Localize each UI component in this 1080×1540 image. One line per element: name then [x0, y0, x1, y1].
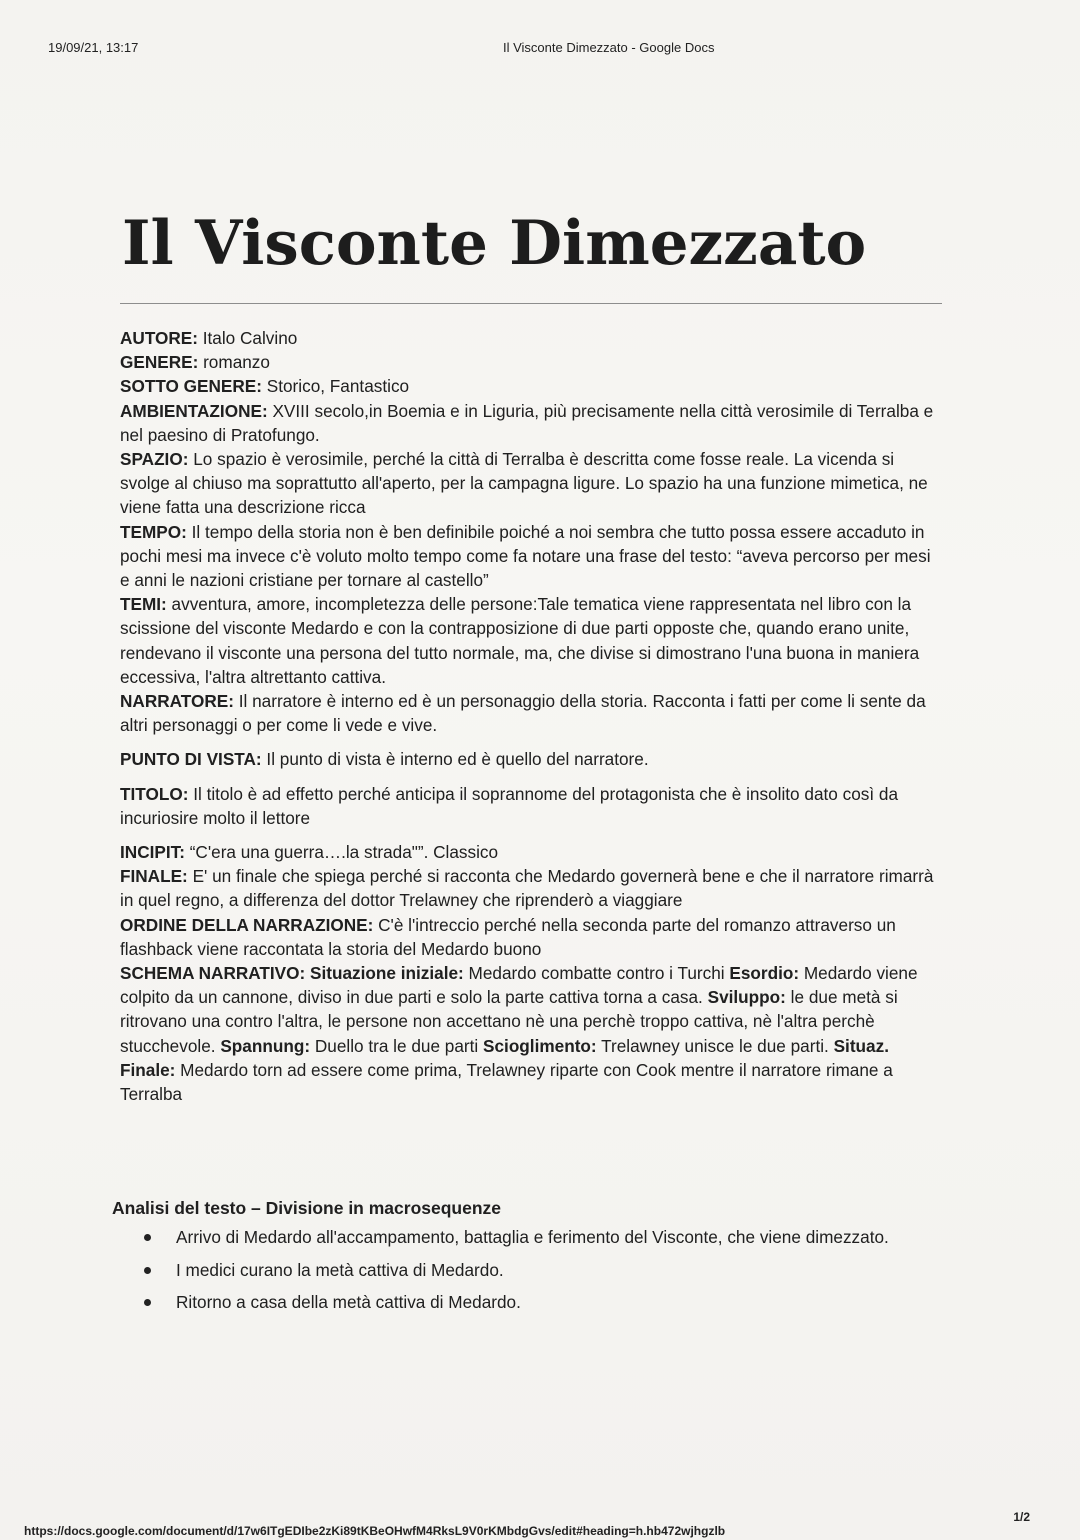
field-value: XVIII secolo,in Boemia e in Liguria, più precisamente nella città verosimile di Terralba e nel paesino di Pratofungo.	[120, 400, 934, 445]
field-ordine-narrazione	[120, 913, 940, 961]
bullet-icon	[144, 1299, 151, 1306]
field-label: NARRATORE:	[120, 691, 234, 712]
field-value: Il punto di vista è interno ed è quello del narratore.	[261, 749, 649, 770]
field-spazio	[120, 447, 940, 520]
print-url: https://docs.google.com/document/d/17w6ITgEDIbe2zKi89tKBeOHwfM4RksL9V0rKMbdgGvs/edit#heading=h.hb472wjhgzlb	[24, 1524, 726, 1538]
field-value: Lo spazio è verosimile, perché la città di Terralba è descritta come fosse reale. La vicenda si svolge al chiuso ma soprattutto all'aperto, per la campagna ligure. Lo spazio ha una funzione mimetica, ne viene fatta una descrizione ricca	[120, 449, 928, 518]
schema-spannung-text: Duello tra le due parti	[310, 1035, 484, 1056]
field-label: SCHEMA NARRATIVO:	[120, 963, 306, 984]
analysis-section	[112, 1198, 932, 1323]
field-tempo	[120, 520, 940, 593]
field-narratore	[120, 689, 940, 737]
field-ambientazione	[120, 399, 940, 447]
list-item-text: I medici curano la metà cattiva di Medardo.	[176, 1259, 504, 1280]
schema-spannung-label: Spannung:	[220, 1035, 311, 1056]
print-doc-title: Il Visconte Dimezzato - Google Docs	[503, 40, 715, 55]
field-label: INCIPIT:	[120, 842, 185, 863]
analysis-heading: Analisi del testo – Divisione in macrosequenze	[112, 1198, 502, 1218]
list-item-text: Ritorno a casa della metà cattiva di Medardo.	[176, 1292, 521, 1312]
schema-situazione-iniziale-text: Medardo combatte contro i Turchi	[463, 963, 730, 984]
field-value: Italo Calvino	[197, 328, 298, 348]
document-fields	[120, 326, 940, 1106]
field-label: SOTTO GENERE:	[120, 376, 262, 397]
field-label: GENERE:	[120, 352, 199, 373]
list-item	[112, 1225, 932, 1250]
field-autore	[120, 326, 940, 350]
schema-esordio-label: Esordio:	[729, 963, 800, 984]
field-punto-di-vista	[120, 747, 940, 771]
schema-finale-text: Medardo torn ad essere come prima, Trelawney riparte con Cook mentre il narratore rimane a Terralba	[120, 1059, 893, 1105]
field-value: C'è l'intreccio perché nella seconda parte del romanzo attraverso un flashback viene raccontata la storia del Medardo buono	[120, 914, 896, 959]
field-temi	[120, 592, 940, 689]
schema-scioglimento-text: Trelawney unisce le due parti.	[596, 1035, 834, 1056]
field-schema-narrativo	[120, 961, 940, 1106]
print-footer	[24, 1510, 1030, 1538]
list-item	[112, 1258, 932, 1283]
schema-esordio-text: Medardo viene colpito da un cannone, diviso in due parti e solo la parte cattiva torna a casa.	[120, 963, 918, 1008]
field-label: AMBIENTAZIONE:	[120, 400, 268, 421]
field-label: FINALE:	[120, 866, 188, 887]
analysis-list	[112, 1225, 932, 1315]
field-label: ORDINE DELLA NARRAZIONE:	[120, 914, 374, 935]
field-sotto-genere	[120, 374, 940, 398]
field-label: TEMI:	[120, 594, 167, 615]
field-value: Il narratore è interno ed è un personaggio della storia. Racconta i fatti per come li sente da altri personaggi o per come li vede e vive.	[120, 691, 926, 736]
bullet-icon	[144, 1234, 151, 1241]
field-titolo	[120, 782, 940, 830]
list-item-text: Arrivo di Medardo all'accampamento, battaglia e ferimento del Visconte, che viene dimezzato.	[176, 1227, 889, 1247]
schema-sviluppo-text: le due metà si ritrovano una contro l'altra, le persone non accettano nè una perchè troppo cattiva, nè l'altra perchè stucchevole.	[120, 987, 898, 1056]
field-label: PUNTO DI VISTA:	[120, 749, 262, 770]
field-finale	[120, 864, 940, 912]
field-incipit	[120, 840, 940, 864]
schema-sviluppo-label: Sviluppo:	[707, 987, 786, 1008]
field-value: “C'era una guerra….la strada"”. Classico	[184, 842, 499, 863]
field-label: AUTORE:	[120, 328, 198, 348]
title-divider	[120, 303, 942, 304]
print-date: 19/09/21, 13:17	[48, 40, 139, 55]
field-label: SPAZIO:	[120, 449, 189, 470]
field-value: E' un finale che spiega perché si racconta che Medardo governerà bene e che il narratore rimarrà in quel regno, a differenza del dottor Trelawney che riprenderò a viaggiare	[120, 866, 934, 911]
schema-situazione-iniziale-label: Situazione iniziale:	[310, 963, 464, 984]
field-value: Storico, Fantastico	[261, 376, 410, 397]
field-value: Il titolo è ad effetto perché anticipa il soprannome del protagonista che è insolito dato così da incuriosire molto il lettore	[120, 783, 899, 828]
page-number: 1/2	[1013, 1510, 1030, 1524]
schema-scioglimento-label: Scioglimento:	[483, 1035, 597, 1056]
field-value: avventura, amore, incompletezza delle persone:Tale tematica viene rappresentata nel libro con la scissione del visconte Medardo e con la contrapposizione di due parti opposte che, quando erano unite, rendevano il visconte una persona del tutto normale, ma, che divise si dimostrano l'una buona in maniera eccessiva, l'altra altrettanto cattiva.	[120, 594, 920, 687]
document-title: Il Visconte Dimezzato	[122, 208, 867, 279]
list-item	[112, 1290, 932, 1315]
field-genere	[120, 350, 940, 374]
field-label: TEMPO:	[120, 521, 187, 542]
field-value: Il tempo della storia non è ben definibile poiché a noi sembra che tutto possa essere accaduto in pochi mesi ma invece c'è voluto molto tempo come fa notare una frase del testo: “aveva percorso per mesi e anni le nazioni cristiane per tornare al castello”	[120, 521, 931, 591]
field-value: romanzo	[198, 352, 270, 373]
field-label: TITOLO:	[120, 783, 189, 804]
bullet-icon	[144, 1267, 151, 1274]
print-header	[48, 40, 1020, 58]
schema-finale-label: Situaz. Finale:	[120, 1035, 889, 1080]
